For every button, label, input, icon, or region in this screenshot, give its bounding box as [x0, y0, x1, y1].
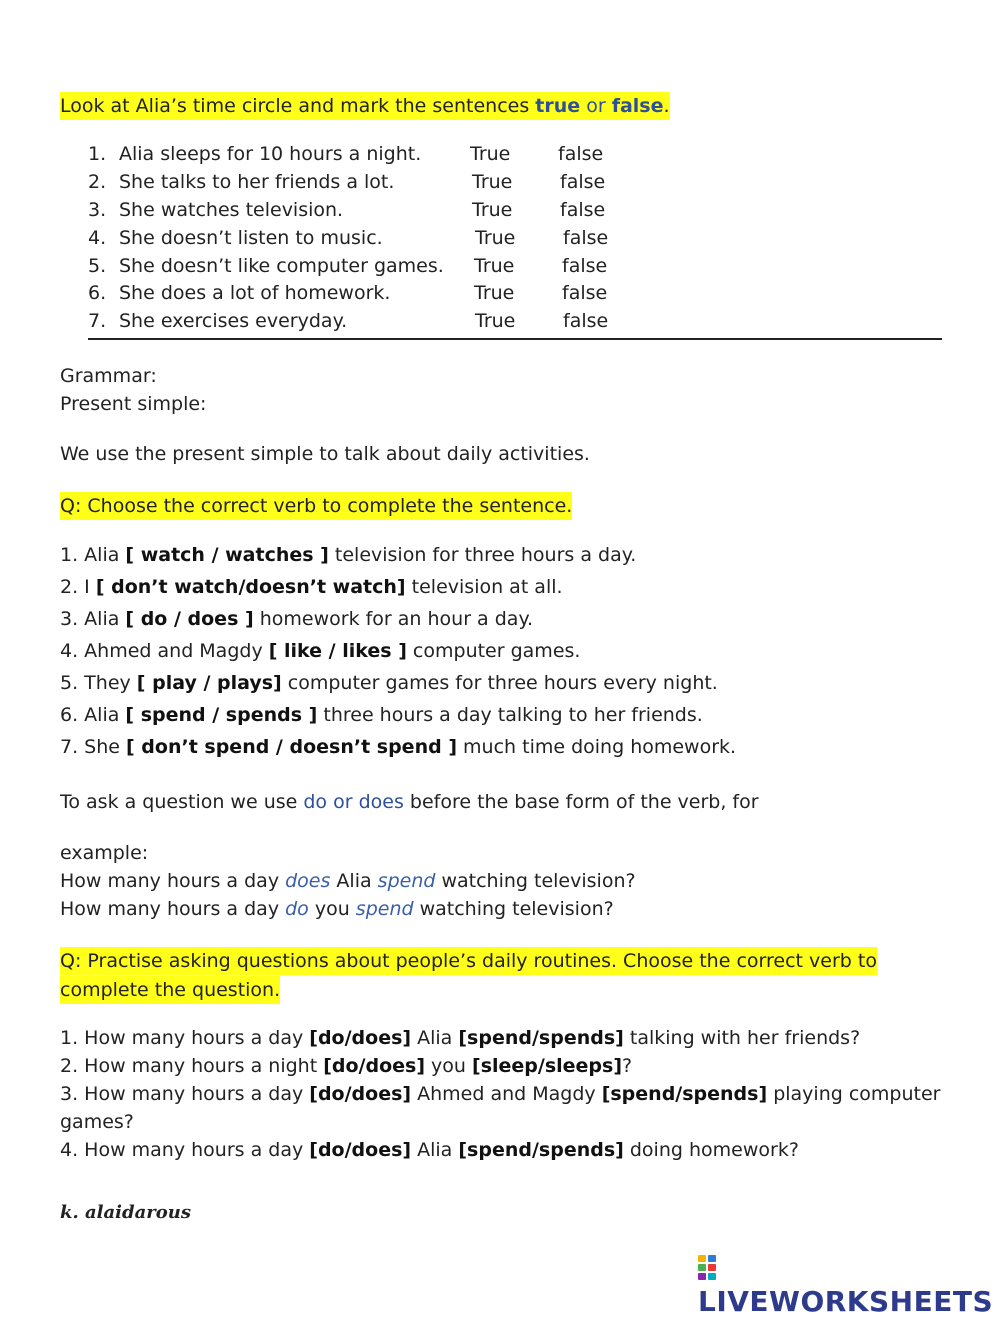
example-verb: spend: [355, 898, 414, 920]
grammar-subheading: Present simple:: [60, 393, 207, 415]
item-number: 6.: [88, 282, 107, 304]
item-text: television for three hours a day.: [328, 544, 637, 566]
true-option[interactable]: True: [475, 310, 516, 332]
item-text: doing homework?: [623, 1139, 799, 1161]
true-option[interactable]: True: [475, 227, 516, 249]
item-text: 2. How many hours a night: [60, 1055, 324, 1077]
false-option[interactable]: false: [560, 171, 606, 193]
item-text: you: [425, 1055, 473, 1077]
true-option[interactable]: True: [470, 143, 511, 165]
aux-choice[interactable]: [do/does]: [309, 1083, 412, 1105]
verb-choice[interactable]: [ don’t spend / doesn’t spend ]: [126, 736, 457, 758]
example-text: you: [308, 898, 356, 920]
item-text: talking with her friends?: [623, 1027, 861, 1049]
example-text: Alia: [330, 870, 378, 892]
item-number: 2.: [88, 171, 107, 193]
item-number: 3.: [88, 199, 107, 221]
instruction-false-word: false: [611, 95, 664, 117]
verb-choice[interactable]: [ do / does ]: [125, 608, 254, 630]
instruction-or-word: or: [580, 95, 612, 117]
item-number: 4.: [88, 227, 107, 249]
item-number: 1.: [88, 143, 107, 165]
item-text: 4. How many hours a day: [60, 1139, 310, 1161]
item-text: ?: [622, 1055, 633, 1077]
grammar-heading: Grammar:: [60, 365, 157, 387]
verb-choice[interactable]: [ spend / spends ]: [125, 704, 318, 726]
grammar-explanation: We use the present simple to talk about daily activities.: [60, 443, 590, 465]
rule-highlight: do or does: [303, 791, 404, 813]
instruction-period: .: [663, 95, 670, 117]
list-item: [60, 736, 736, 758]
signature: k. alaidarous: [60, 1202, 191, 1223]
list-item: [60, 1083, 940, 1105]
item-text: 6. Alia: [60, 704, 126, 726]
aux-choice[interactable]: [do/does]: [309, 1027, 412, 1049]
item-text: 3. Alia: [60, 608, 126, 630]
verb-choice[interactable]: [spend/spends]: [458, 1139, 624, 1161]
list-item: [0, 199, 1000, 225]
instruction-true-word: true: [535, 95, 581, 117]
item-text: 3. How many hours a day: [60, 1083, 310, 1105]
verb-choice[interactable]: [spend/spends]: [601, 1083, 768, 1105]
false-option[interactable]: false: [563, 227, 609, 249]
list-item: [0, 143, 1000, 169]
item-sentence: She watches television.: [119, 199, 344, 221]
list-item: [60, 1055, 632, 1077]
verb-choice[interactable]: [ watch / watches ]: [125, 544, 329, 566]
instruction-true-false: [60, 92, 670, 120]
example-verb: spend: [377, 870, 436, 892]
item-text: 1. Alia: [60, 544, 126, 566]
list-item: [60, 1139, 799, 1161]
aux-choice[interactable]: [do/does]: [323, 1055, 426, 1077]
q2-prompt-line1: Q: Practise asking questions about people’s daily routines. Choose the correct verb to: [60, 947, 877, 975]
example-text: watching television?: [435, 870, 636, 892]
item-text: 7. She: [60, 736, 126, 758]
example-sentence: [60, 898, 614, 920]
item-sentence: She exercises everyday.: [119, 310, 348, 332]
logo-icon: [698, 1255, 718, 1281]
false-option[interactable]: false: [558, 143, 604, 165]
example-aux: does: [285, 870, 331, 892]
true-option[interactable]: True: [472, 199, 513, 221]
question-rule: [60, 791, 759, 813]
true-option[interactable]: True: [474, 282, 515, 304]
verb-choice[interactable]: [ like / likes ]: [268, 640, 407, 662]
item-sentence: She does a lot of homework.: [119, 282, 391, 304]
rule-text: To ask a question we use: [60, 791, 304, 813]
divider: [88, 338, 942, 340]
item-text: playing computer: [767, 1083, 941, 1105]
example-text: How many hours a day: [60, 870, 286, 892]
item-text: Alia: [411, 1139, 459, 1161]
list-item: [0, 227, 1000, 253]
logo-text: LIVEWORKSHEETS: [698, 1285, 994, 1318]
verb-choice[interactable]: [sleep/sleeps]: [472, 1055, 623, 1077]
false-option[interactable]: false: [562, 255, 608, 277]
item-text: television at all.: [405, 576, 563, 598]
example-aux: do: [285, 898, 309, 920]
example-text: How many hours a day: [60, 898, 286, 920]
list-item: [60, 1027, 860, 1049]
list-item: [0, 255, 1000, 281]
item-text: computer games.: [406, 640, 581, 662]
list-item: [60, 608, 533, 630]
true-option[interactable]: True: [472, 171, 513, 193]
list-item: [0, 171, 1000, 197]
true-option[interactable]: True: [474, 255, 515, 277]
list-item: [60, 576, 563, 598]
false-option[interactable]: false: [563, 310, 609, 332]
item-text: 5. They: [60, 672, 137, 694]
item-text: 4. Ahmed and Magdy: [60, 640, 269, 662]
item-text: 1. How many hours a day: [60, 1027, 310, 1049]
example-text: watching television?: [413, 898, 614, 920]
item-text: homework for an hour a day.: [253, 608, 534, 630]
list-item: [60, 640, 580, 662]
verb-choice[interactable]: [ play / plays]: [136, 672, 282, 694]
list-item: [60, 672, 718, 694]
item-number: 5.: [88, 255, 107, 277]
item-text: Ahmed and Magdy: [411, 1083, 602, 1105]
item-text: 2. I: [60, 576, 96, 598]
example-label: example:: [60, 842, 149, 864]
item-sentence: She doesn’t like computer games.: [119, 255, 444, 277]
item-sentence: Alia sleeps for 10 hours a night.: [119, 143, 422, 165]
list-item: [0, 282, 1000, 308]
verb-choice[interactable]: [ don’t watch/doesn’t watch]: [95, 576, 406, 598]
list-item: [60, 704, 703, 726]
item-text: much time doing homework.: [457, 736, 737, 758]
item-sentence: She talks to her friends a lot.: [119, 171, 395, 193]
instruction-text: Look at Alia’s time circle and mark the sentences: [60, 95, 536, 117]
list-item-continuation: games?: [60, 1111, 134, 1133]
list-item: [0, 310, 1000, 336]
q2-prompt-line2: complete the question.: [60, 976, 280, 1004]
item-text: computer games for three hours every night.: [281, 672, 718, 694]
list-item: [60, 544, 636, 566]
liveworksheets-logo[interactable]: [698, 1252, 1000, 1318]
item-sentence: She doesn’t listen to music.: [119, 227, 383, 249]
false-option[interactable]: false: [562, 282, 608, 304]
aux-choice[interactable]: [do/does]: [309, 1139, 412, 1161]
item-number: 7.: [88, 310, 107, 332]
item-text: three hours a day talking to her friends.: [317, 704, 703, 726]
q1-prompt: Q: Choose the correct verb to complete the sentence.: [60, 492, 572, 520]
false-option[interactable]: false: [560, 199, 606, 221]
rule-text: before the base form of the verb, for: [403, 791, 759, 813]
verb-choice[interactable]: [spend/spends]: [458, 1027, 624, 1049]
item-text: Alia: [411, 1027, 459, 1049]
example-sentence: [60, 870, 636, 892]
